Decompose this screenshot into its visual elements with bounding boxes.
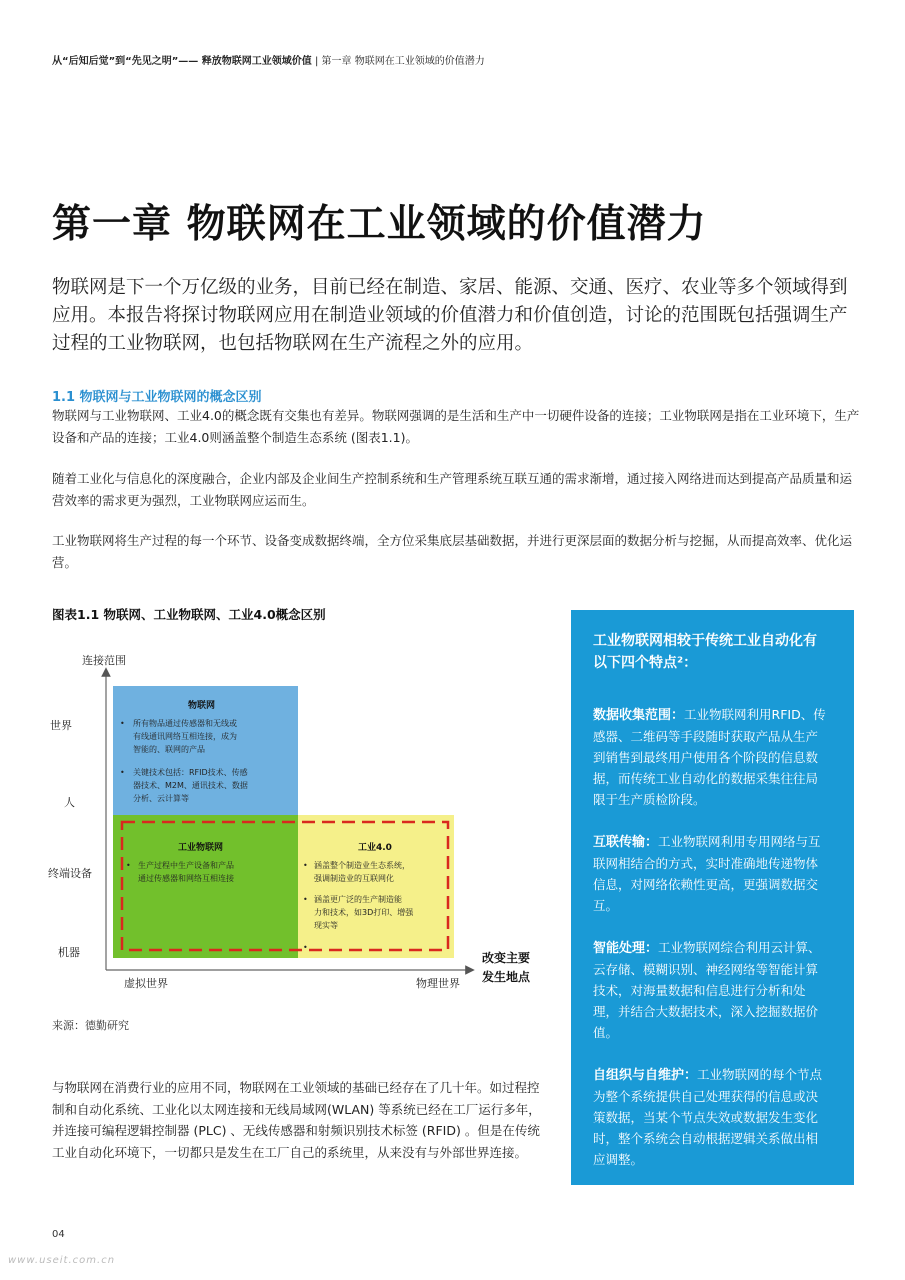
sidebar-item-text: 工业物联网的每个节点为整个系统提供自己处理获得的信息或决策数据，当某个节点失效或数据发生变化时，整个系统会自动根据逻辑关系做出相应调整。 xyxy=(593,1067,823,1167)
concept-diagram xyxy=(40,640,540,1000)
report-title: 从“后知后觉”到“先见之明”—— 释放物联网工业领域价值 xyxy=(52,56,312,67)
sidebar-item-label: 智能处理： xyxy=(593,941,659,956)
y-tick-people: 人 xyxy=(64,796,75,809)
iiot-bullet1-line1: 生产过程中生产设备和产品 xyxy=(138,861,234,870)
i40-bullet2-line2: 力和技术，如3D打印、增强 xyxy=(314,908,414,917)
i40-bullet1-line2: 强调制造业的互联网化 xyxy=(314,874,394,883)
section-paragraph-3: 工业物联网将生产过程的每一个环节、设备变成数据终端，全方位采集底层基础数据，并进行更深层面的数据分析与挖掘，从而提高效率、优化运营。 xyxy=(52,533,853,570)
feature-sidebar xyxy=(571,610,854,1185)
x-axis-label-line2: 发生地点 xyxy=(482,970,531,984)
figure-title: 图表1.1 物联网、工业物联网、工业4.0概念区别 xyxy=(52,607,326,622)
y-tick-world: 世界 xyxy=(50,719,72,732)
header-separator: | xyxy=(311,56,322,67)
svg-text:•: • xyxy=(120,719,125,728)
iot-bullet2-line3: 分析、云计算等 xyxy=(133,794,189,803)
section-paragraph-1: 物联网与工业物联网、工业4.0的概念既有交集也有差异。物联网强调的是生活和生产中一切硬件设备的连接；工业物联网是指在工业环境下，生产设备和产品的连接；工业4.0则涵盖整个制造生态系统 (图表1.1)。 xyxy=(52,408,860,445)
body-paragraph: 与物联网在消费行业的应用不同，物联网在工业领域的基础已经存在了几十年。如过程控制和自动化系统、工业化以太网连接和无线局域网(WLAN) 等系统已经在工厂运行多年，并连接可编程逻辑控制器 (PLC) 、无线传感器和射频识别技术标签 (RFID) 。但是在传统工业自动化环境下，一切都只是发生在工厂自己的系统里，从来没有与外部世界连接。 xyxy=(52,1080,541,1160)
i40-title: 工业4.0 xyxy=(358,843,392,853)
svg-text:•: • xyxy=(126,861,131,870)
iot-bullet1-line1: 所有物品通过传感器和无线或 xyxy=(133,719,237,728)
sidebar-item-self-organization xyxy=(593,1064,830,1170)
iiot-title: 工业物联网 xyxy=(178,843,224,853)
svg-text:•: • xyxy=(303,861,308,870)
header-chapter: 第一章 物联网在工业领域的价值潜力 xyxy=(321,56,485,67)
chapter-title: 第一章 物联网在工业领域的价值潜力 xyxy=(52,202,707,247)
y-tick-machines: 机器 xyxy=(58,946,80,959)
iot-bullet1-line3: 智能的、联网的产品 xyxy=(133,745,205,754)
page-number: 04 xyxy=(52,1229,65,1240)
sidebar-item-text: 工业物联网利用专用网络与互联网相结合的方式，实时准确地传递物体信息，对网络依赖性更高，更强调数据交互。 xyxy=(593,834,821,913)
svg-text:•: • xyxy=(303,943,308,952)
iiot-bullet1-line2: 通过传感器和网络互相连接 xyxy=(138,874,234,883)
sidebar-item-transmission xyxy=(593,831,830,916)
iot-bullet2-line1: 关键技术包括：RFID技术、传感 xyxy=(133,768,248,777)
y-axis-label: 连接范围 xyxy=(82,654,126,667)
sidebar-item-intelligent-processing xyxy=(593,937,830,1043)
lead-paragraph: 物联网是下一个万亿级的业务，目前已经在制造、家居、能源、交通、医疗、农业等多个领域得到应用。本报告将探讨物联网应用在制造业领域的价值潜力和价值创造，讨论的范围既包括强调生产过程的工业物联网，也包括物联网在生产流程之外的应用。 xyxy=(52,277,848,354)
i40-bullet2-line3: 现实等 xyxy=(314,921,338,930)
iot-bullet1-line2: 有线通讯网络互相连接，成为 xyxy=(133,732,237,741)
iot-title: 物联网 xyxy=(188,701,216,711)
section-paragraph-2: 随着工业化与信息化的深度融合，企业内部及企业间生产控制系统和生产管理系统互联互通的需求渐增，通过接入网络进而达到提高产品质量和运营效率的需求更为强烈，工业物联网应运而生。 xyxy=(52,471,853,508)
svg-text:•: • xyxy=(303,895,308,904)
watermark: www.useit.com.cn xyxy=(8,1255,116,1266)
sidebar-item-text: 工业物联网利用RFID、传感器、二维码等手段随时获取产品从生产到销售到最终用户使用各个阶段的信息数据，而传统工业自动化的数据采集往往局限于生产质检阶段。 xyxy=(593,707,826,807)
figure-source: 来源：德勤研究 xyxy=(52,1019,129,1032)
section-heading: 1.1 物联网与工业物联网的概念区别 xyxy=(52,390,262,405)
x-tick-virtual: 虚拟世界 xyxy=(124,977,168,990)
svg-text:•: • xyxy=(120,768,125,777)
iot-bullet2-line2: 器技术、M2M、通讯技术、数据 xyxy=(133,781,248,790)
iiot-region xyxy=(113,815,298,958)
i40-region xyxy=(298,815,454,958)
sidebar-item-label: 数据收集范围： xyxy=(593,708,685,723)
x-tick-physical: 物理世界 xyxy=(416,977,460,990)
sidebar-item-data-collection xyxy=(593,704,830,810)
i40-bullet2-line1: 涵盖更广泛的生产制造能 xyxy=(314,895,402,904)
i40-bullet1-line1: 涵盖整个制造业生态系统， xyxy=(314,861,410,870)
sidebar-item-text: 工业物联网综合利用云计算、云存储、模糊识别、神经网络等智能计算技术，对海量数据和信息进行分析和处理，并结合大数据技术，深入挖掘数据价值。 xyxy=(593,940,821,1040)
x-axis-label-line1: 改变主要 xyxy=(482,951,531,965)
sidebar-item-label: 自组织与自维护： xyxy=(593,1068,698,1083)
y-tick-devices: 终端设备 xyxy=(48,867,92,880)
running-header xyxy=(52,52,485,67)
sidebar-item-label: 互联传输： xyxy=(593,835,659,850)
sidebar-title: 工业物联网相较于传统工业自动化有以下四个特点²： xyxy=(593,633,817,671)
